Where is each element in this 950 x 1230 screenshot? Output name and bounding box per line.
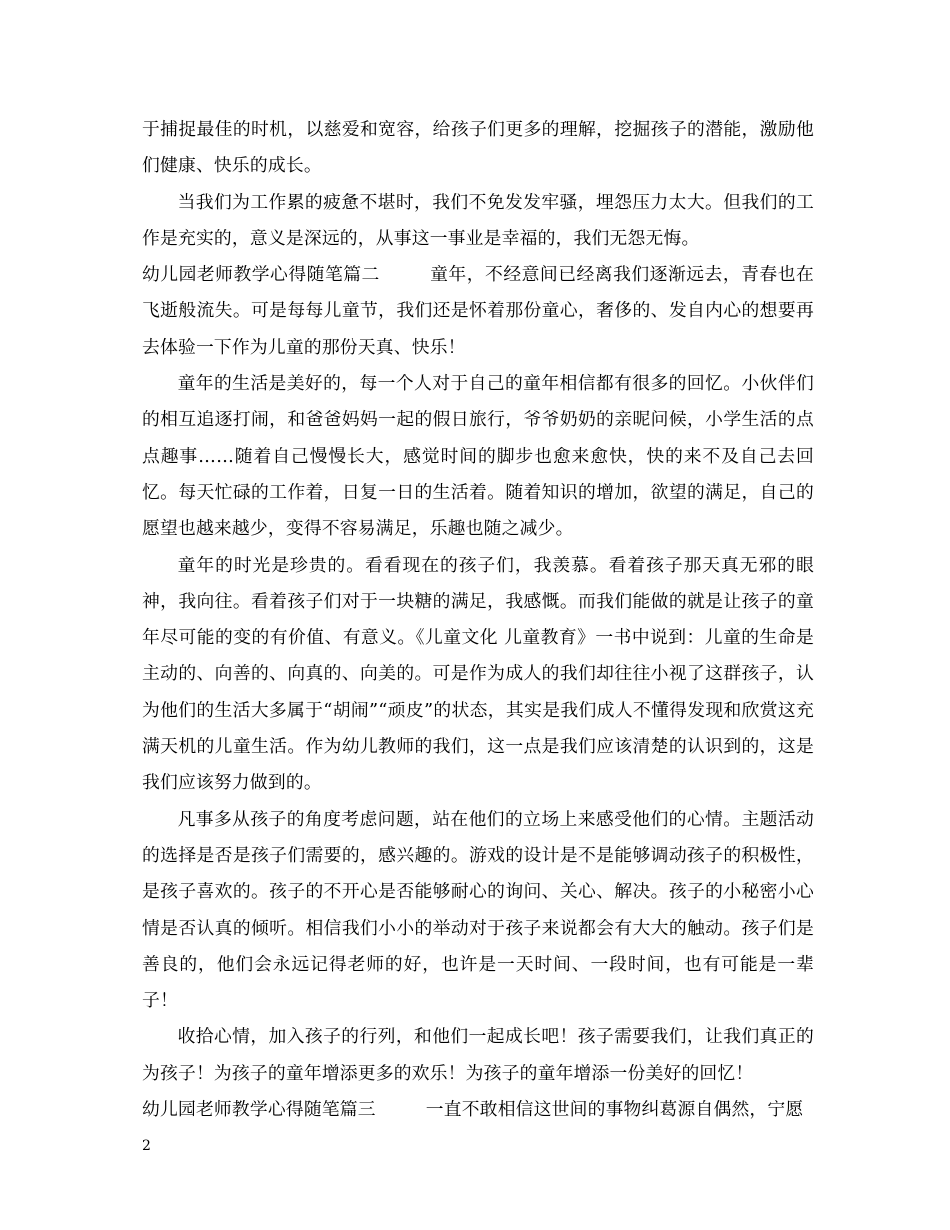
paragraph-continuation: 于捕捉最佳的时机，以慈爱和宽容，给孩子们更多的理解，挖掘孩子的潜能，激励他们健康、快乐的成长。 bbox=[142, 119, 814, 177]
section-heading: 幼儿园老师教学心得随笔篇三 bbox=[142, 1099, 376, 1121]
section-paragraph bbox=[142, 1092, 814, 1128]
section-text: 一直不敢相信这世间的事物纠葛源自偶然，宁愿 bbox=[425, 1099, 804, 1121]
paragraph: 童年的生活是美好的，每一个人对于自己的童年相信都有很多的回忆。小伙伴们的相互追逐打闹，和爸爸妈妈一起的假日旅行，爷爷奶奶的亲昵问候，小学生活的点点趣事……随着自己慢慢长大，感觉时间的脚步也愈来愈快，快的来不及自己去回忆。每天忙碌的工作着，日复一日的生活着。随着知识的增加，欲望的满足，自己的愿望也越来越少，变得不容易满足，乐趣也随之减少。 bbox=[142, 373, 814, 540]
page-number: 2 bbox=[142, 1138, 151, 1154]
section-text: 童年，不经意间已经离我们逐渐远去，青春也在飞逝般流失。可是每每儿童节，我们还是怀着那份童心，奢侈的、发自内心的想要再去体验一下作为儿童的那份天真、快乐！ bbox=[142, 264, 814, 358]
document-body bbox=[142, 112, 814, 1128]
section-paragraph bbox=[142, 257, 814, 366]
paragraph: 凡事多从孩子的角度考虑问题，站在他们的立场上来感受他们的心情。主题活动的选择是否是孩子们需要的，感兴趣的。游戏的设计是不是能够调动孩子的积极性，是孩子喜欢的。孩子的不开心是否能够耐心的询问、关心、解决。孩子的小秘密小心情是否认真的倾听。相信我们小小的举动对于孩子来说都会有大大的触动。孩子们是善良的，他们会永远记得老师的好，也许是一天时间、一段时间，也有可能是一辈子！ bbox=[142, 808, 814, 1012]
paragraph: 收拾心情，加入孩子的行列，和他们一起成长吧！孩子需要我们，让我们真正的为孩子！为孩子的童年增添更多的欢乐！为孩子的童年增添一份美好的回忆！ bbox=[142, 1026, 814, 1084]
paragraph: 当我们为工作累的疲惫不堪时，我们不免发发牢骚，埋怨压力太大。但我们的工作是充实的，意义是深远的，从事这一事业是幸福的，我们无怨无悔。 bbox=[142, 191, 814, 249]
section-heading: 幼儿园老师教学心得随笔篇二 bbox=[142, 264, 380, 286]
paragraph: 童年的时光是珍贵的。看看现在的孩子们，我羡慕。看着孩子那天真无邪的眼神，我向往。看着孩子们对于一块糖的满足，我感慨。而我们能做的就是让孩子的童年尽可能的变的有价值、有意义。《儿童文化 儿童教育》一书中说到：儿童的生命是主动的、向善的、向真的、向美的。可是作为成人的我们却往往小视了这群孩子，认为他们的生活大多属于“胡闹”“顽皮”的状态，其实是我们成人不懂得发现和欣赏这充满天机的儿童生活。作为幼儿教师的我们，这一点是我们应该清楚的认识到的，这是我们应该努力做到的。 bbox=[142, 554, 814, 794]
